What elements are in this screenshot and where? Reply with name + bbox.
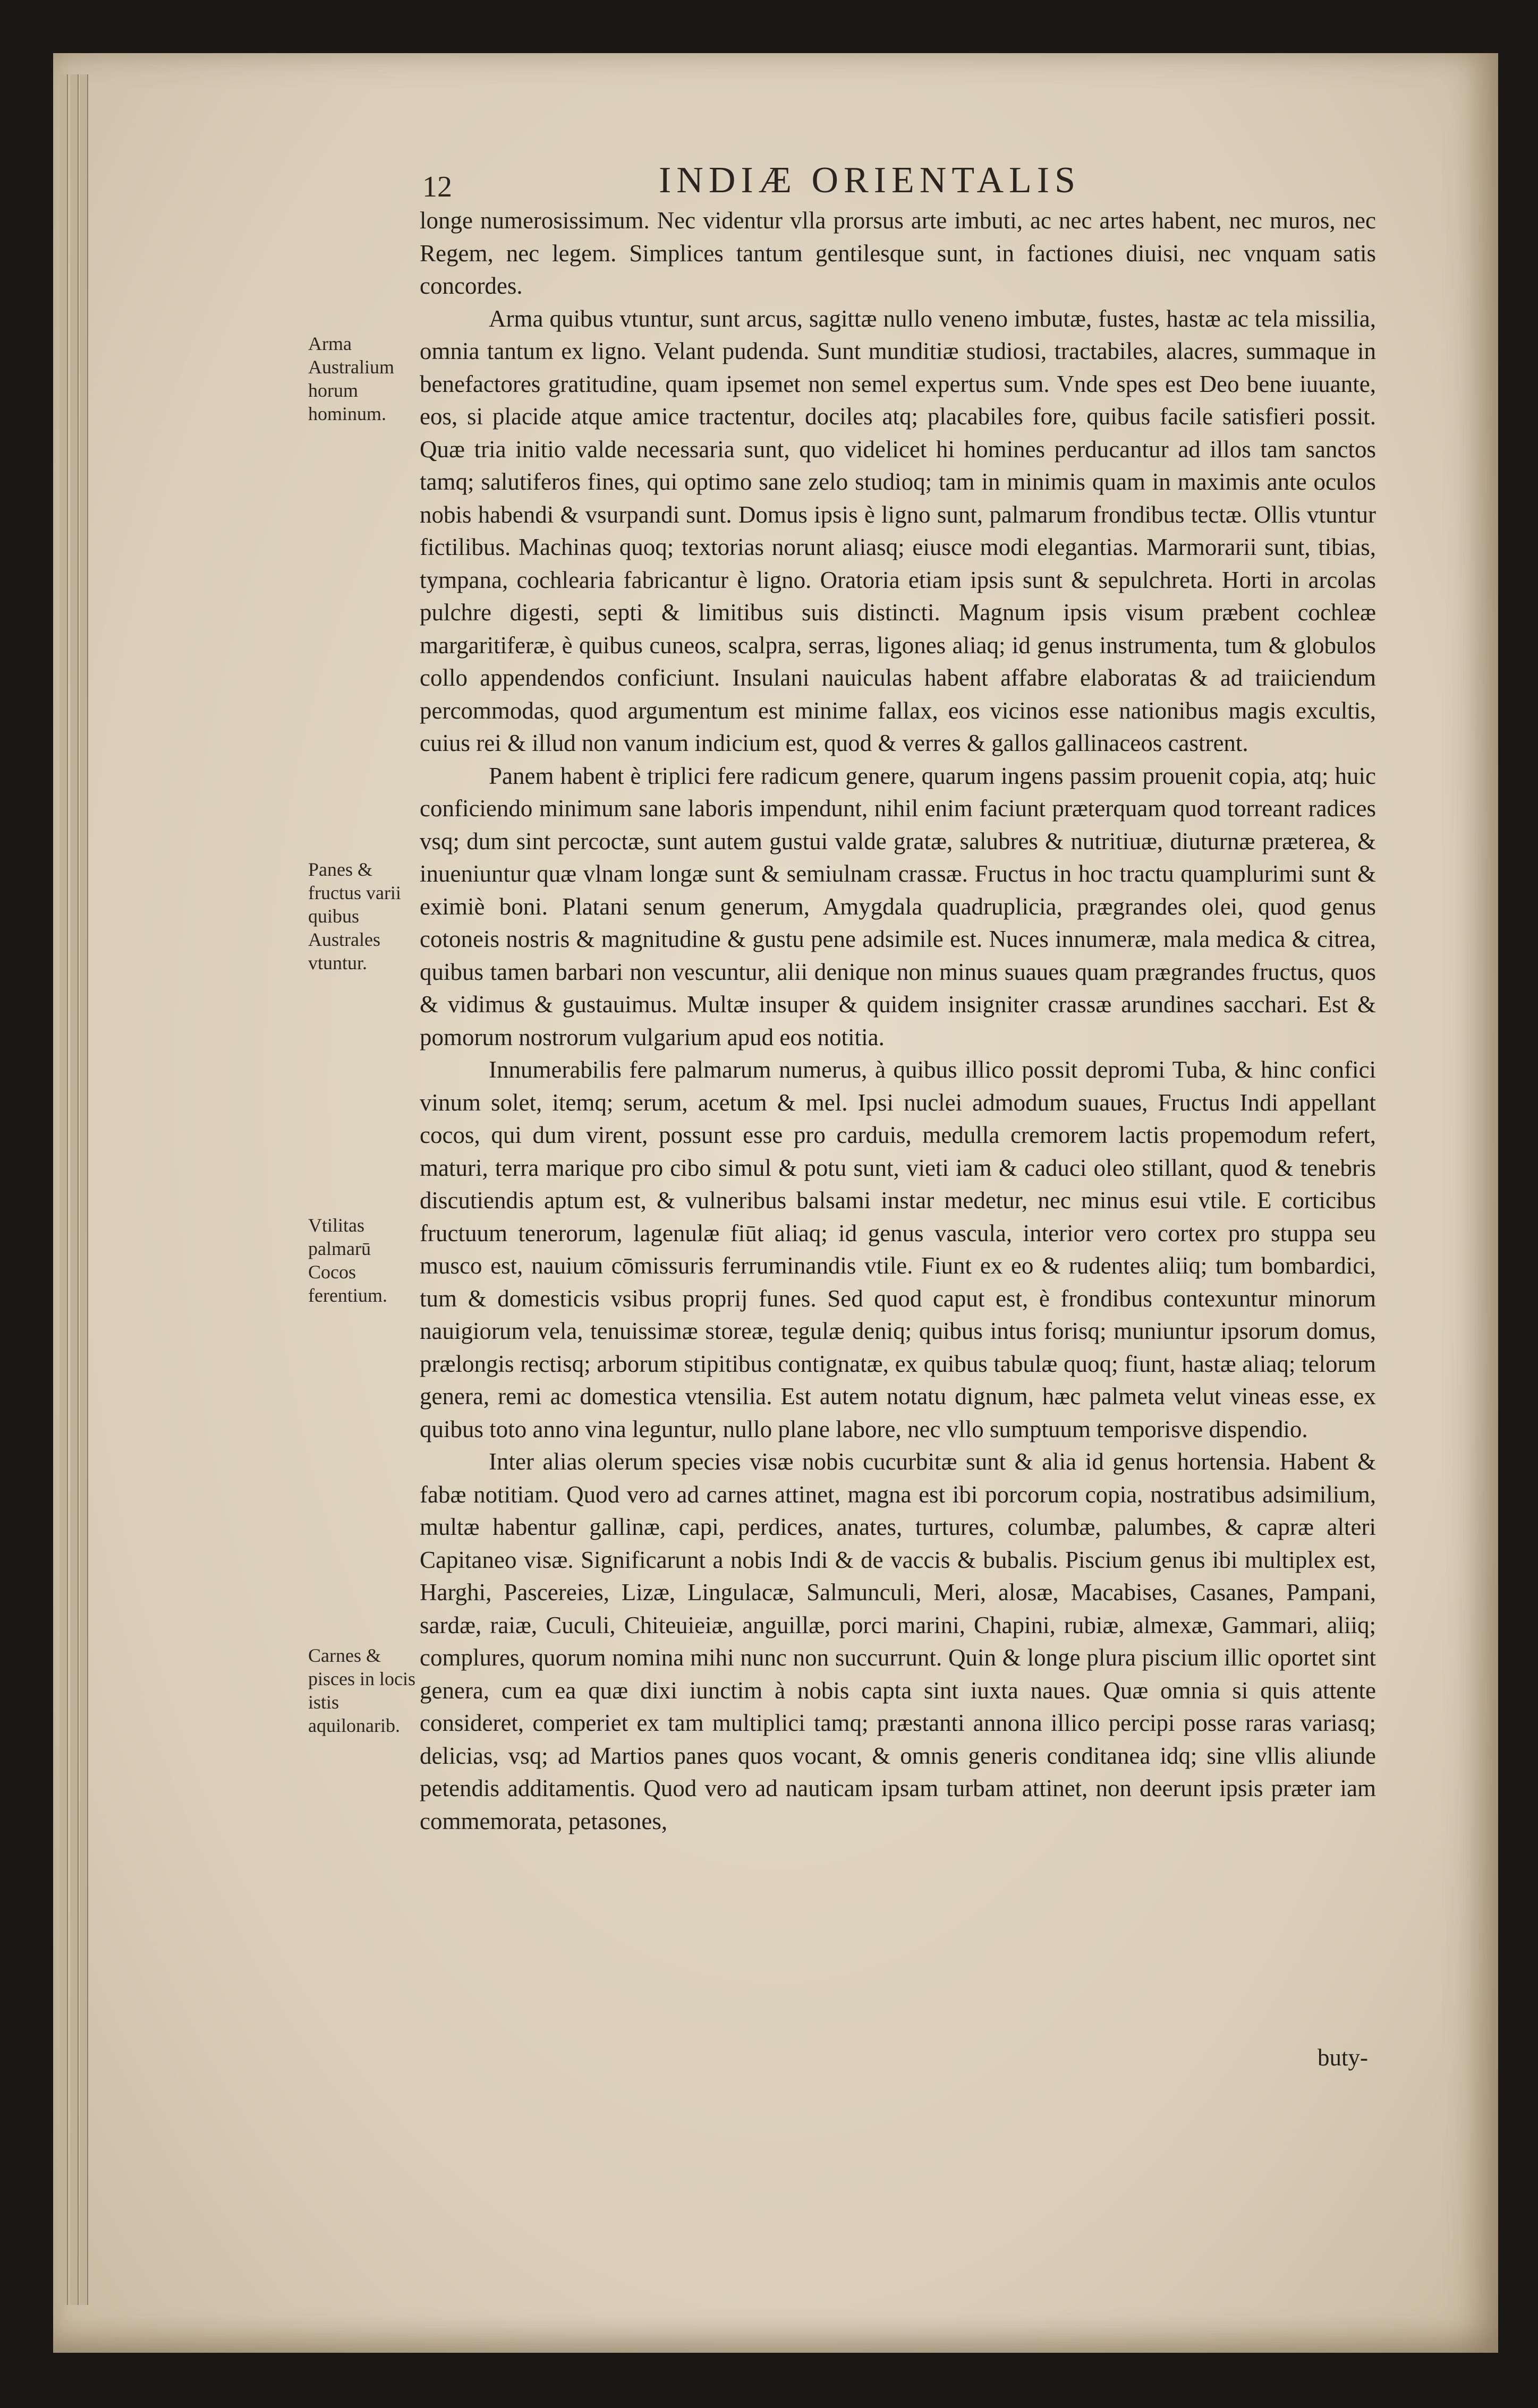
paragraph: Innumerabilis fere palmarum numerus, à quibus illico possit depromi Tuba, & hinc confici vinum solet, itemq; serum, acetum & mel. Ipsi nuclei admodum suaues, Fructus Indi appellant cocos, qui dum virent, possunt esse pro carduis, medulla cremorem lactis propemodum refert, maturi, terra marique pro cibo simul & potu sunt, vieti iam & caduci oleo stillant, quod & tenebris discutiendis aptum est, & vulneribus balsami instar medetur, nec minus esui vtile. E corticibus fructuum tenerorum, lagenulæ fiūt aliaq; id genus vascula, interior vero cortex pro stuppa seu musco est, nauium cōmissuris ferruminandis vtile. Fiunt ex eo & rudentes aliiq; tum bombardici, tum & domesticis vsibus proprij funes. Sed quod caput est, è frondibus contexuntur minorum nauigiorum vela, tenuissimæ storeæ, tegulæ deniq; quibus intus forisq; muniuntur ipsorum domus, prælongis rectisq; arborum stipitibus contignatæ, ex quibus tabulæ quoq; fiunt, hastæ aliaq; telorum genera, remi ac domestica vtensilia. Est autem notatu dignum, hæc palmeta velut vineas esse, ex quibus toto anno vina leguntur, nullo plane labore, nec vllo sumptuum temporisve dispendio. <box>420 1056 1376 1442</box>
body-text <box>420 204 1376 1838</box>
margin-note-bread-fruits: Panes & fructus varii quibus Australes vtuntur. <box>308 859 401 974</box>
margin-note-arms: Arma Australium horum hominum. <box>308 333 394 424</box>
running-title: INDIÆ ORIENTALIS <box>659 160 1081 201</box>
paragraph: Inter alias olerum species visæ nobis cucurbitæ sunt & alia id genus hortensia. Habent & fabæ notitiam. Quod vero ad carnes attinet, magna est ibi porcorum copia, nostratibus adsimilium, multæ habentur gallinæ, capi, perdices, anates, turtures, columbæ, palumbes, & capræ alteri Capitaneo visæ. Significarunt a nobis Indi & de vaccis & bubalis. Piscium genus ibi multiplex est, Harghi, Pascereies, Lizæ, Lingulacæ, Salmunculi, Meri, alosæ, Macabises, Casanes, Pampani, sardæ, raiæ, Cuculi, Chiteuieiæ, anguillæ, porci marini, Chapini, rubiæ, almexæ, Gammari, aliiq; complures, quorum nomina mihi nunc non succurrunt. Quin & longe plura piscium illic oportet sint genera, cum ea quæ dixi iunctim à nobis capta sint iuxta naues. Quæ omnia si quis attente consideret, comperiet ex tam multiplici tamq; præstanti annona illico percipi posse raras variasq; delicias, vsq; ad Martios panes quos vocant, & omnis generis conditanea idq; sine vllis aliunde petendis additamentis. Quod vero ad nauticam ipsam turbam attinet, non deerunt ipsis præter iam commemorata, petasones, <box>420 1448 1376 1834</box>
margin-note-meat-fish: Carnes & pisces in locis istis aquilonarib. <box>308 1645 415 1736</box>
page-number: 12 <box>422 170 452 203</box>
page-edge <box>60 74 68 2305</box>
paragraph: Panem habent è triplici fere radicum genere, quarum ingens passim prouenit copia, atq; huic conficiendo minimum sane laboris impendunt, nihil enim faciunt præterquam quod torreant radices vsq; dum sint percoctæ, sunt autem gustui valde gratæ, salubres & nutritiuæ, diuturnæ præterea, & inueniuntur quæ vlnam longæ sunt & semiulnam crassæ. Fructus in hoc tractu quamplurimi sunt & eximiè boni. Platani senum generum, Amygdala quadruplicia, prægrandes olei, quod genus cotoneis nostris & magnitudine & gustu pene adsimile est. Nuces innumeræ, mala medica & citrea, quibus tamen barbari non vescuntur, alii denique non minus suaues quam prægrandes fructus, quos & vidimus & gustauimus. Multæ insuper & quidem insigniter crassæ arundines sacchari. Est & pomorum nostrorum vulgarium apud eos notitia. <box>420 762 1376 1051</box>
paragraph: longe numerosissimum. Nec videntur vlla prorsus arte imbuti, ac nec artes habent, nec muros, nec Regem, nec legem. Simplices tantum gentilesque sunt, in factiones diuisi, nec vnquam satis concordes. <box>420 207 1376 299</box>
page-edge <box>70 74 79 2305</box>
catchword: buty- <box>1318 2044 1368 2071</box>
page-edge <box>80 74 88 2305</box>
paragraph: Arma quibus vtuntur, sunt arcus, sagittæ nullo veneno imbutæ, fustes, hastæ ac tela missilia, omnia tantum ex ligno. Velant pudenda. Sunt munditiæ studiosi, tractabiles, alacres, summaque in benefactores gratitudine, quam ipsemet non semel expertus sum. Vnde spes est Deo bene iuuante, eos, si placide atque amice tractentur, dociles atq; placabiles fore, quibus facile satisfieri possit. Quæ tria initio valde necessaria sunt, quo videlicet hi homines perducantur ad illos tam sanctos tamq; salutiferos fines, qui optimo sane zelo studioq; tam in minimis quam in maximis ante oculos nobis habendi & vsurpandi sunt. Domus ipsis è ligno sunt, palmarum frondibus tectæ. Ollis vtuntur fictilibus. Machinas quoq; textorias norunt aliasq; eiusce modi elegantias. Marmorarii sunt, tibias, tympana, cochlearia fabricantur è ligno. Oratoria etiam ipsis sunt & sepulchreta. Horti in arcolas pulchre digesti, septi & limitibus suis distincti. Magnum ipsis visum præbent cochleæ margaritiferæ, è quibus cuneos, scalpra, serras, ligones aliaq; id genus instrumenta, tum & globulos collo appendendos conficiunt. Insulani nauiculas habent affabre elaboratas & ad traiiciendum percommodas, quod argumentum est minime fallax, eos vicinos esse nationibus magis excultis, cuius rei & illud non vanum indicium est, quod & verres & gallos gallinaceos castrent. <box>420 305 1376 756</box>
margin-note-palms: Vtilitas palmarū Cocos ferentium. <box>308 1215 387 1306</box>
